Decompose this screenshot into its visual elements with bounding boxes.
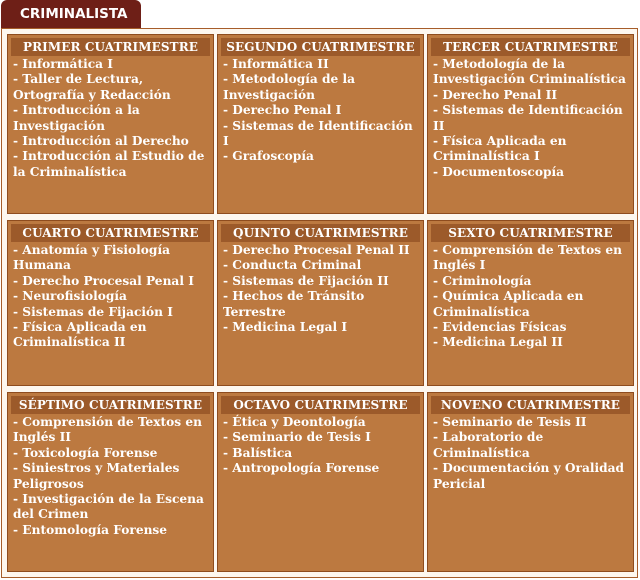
course-item: - Informática I [13,57,113,71]
semester-card-2 [217,34,424,214]
course-list [428,56,633,180]
course-list [428,242,633,351]
course-item: - Grafoscopía [223,149,314,164]
course-item: - Derecho Procesal Penal I [13,273,194,288]
course-item: - Balística [223,445,293,460]
course-list [218,414,423,477]
course-list [8,56,213,180]
course-item: - Química Aplicada en Criminalística [433,289,584,319]
course-item: - Sistemas de Identificación II [433,103,623,133]
course-item: - Informática II [223,57,329,71]
semester-card-1 [7,34,214,214]
course-item: - Siniestros y Materiales Peligrosos [13,461,180,491]
semester-title: QUINTO CUATRIMESTRE [221,224,420,242]
semester-card-8 [217,392,424,572]
semester-card-7 [7,392,214,572]
tab-criminalista[interactable] [1,0,141,28]
course-item: - Evidencias Físicas [433,320,567,335]
course-item: - Investigación de la Escena del Crimen [13,492,204,522]
course-item: - Laboratorio de Criminalística [433,430,544,460]
semester-title: CUARTO CUATRIMESTRE [11,224,210,242]
curriculum-panel [1,28,638,578]
course-item: - Documentoscopía [433,164,565,179]
course-item: - Introducción a la Investigación [13,103,140,133]
course-item: - Medicina Legal II [433,335,563,350]
course-item: - Documentación y Oralidad Pericial [433,461,625,491]
semester-title: PRIMER CUATRIMESTRE [11,38,210,56]
semester-title: SEXTO CUATRIMESTRE [431,224,630,242]
course-item: - Física Aplicada en Criminalística I [433,134,567,164]
semester-title: OCTAVO CUATRIMESTRE [221,396,420,414]
course-list [8,414,213,538]
course-item: - Entomología Forense [13,522,168,537]
course-item: - Derecho Penal I [223,103,342,118]
tab-label: CRIMINALISTA [20,6,128,22]
semester-title: TERCER CUATRIMESTRE [431,38,630,56]
semester-title: SÉPTIMO CUATRIMESTRE [11,396,210,414]
course-item: - Neurofisiología [13,289,127,304]
course-item: - Sistemas de Fijación II [223,273,389,288]
course-item: - Sistemas de Identificación I [223,118,413,149]
semester-card-3 [427,34,634,214]
course-item: - Sistemas de Fijación I [13,304,173,319]
course-item: - Anatomía y Fisiología Humana [13,243,170,273]
course-item: - Antropología Forense [223,461,380,476]
course-item: - Física Aplicada en Criminalística II [13,320,147,350]
course-item: - Criminología [433,273,532,288]
course-item: - Seminario de Tesis II [433,415,587,429]
semester-card-5 [217,220,424,386]
course-list [218,242,423,335]
course-list [218,56,423,165]
course-item: - Conducta Criminal [223,258,362,273]
semester-title: NOVENO CUATRIMESTRE [431,396,630,414]
semester-card-9 [427,392,634,572]
course-item: - Taller de Lectura, Ortografía y Redacción [13,72,171,102]
semester-card-6 [427,220,634,386]
course-item: - Comprensión de Textos en Inglés I [433,243,622,273]
course-item: - Introducción al Estudio de la Criminalística [13,149,205,179]
course-item: - Seminario de Tesis I [223,430,371,445]
course-item: - Ética y Deontología [223,415,366,429]
semester-title: SEGUNDO CUATRIMESTRE [221,38,420,56]
course-item: - Metodología de la Investigación Criminalística [433,57,626,87]
course-item: - Introducción al Derecho [13,134,189,149]
course-list [428,414,633,492]
course-list [8,242,213,351]
course-item: - Derecho Procesal Penal II [223,243,410,257]
course-item: - Medicina Legal I [223,320,348,335]
semester-card-4 [7,220,214,386]
course-item: - Hechos de Tránsito Terrestre [223,289,365,319]
course-item: - Comprensión de Textos en Inglés II [13,415,202,445]
course-item: - Metodología de la Investigación [223,72,356,102]
course-item: - Derecho Penal II [433,87,558,102]
course-item: - Toxicología Forense [13,445,158,460]
